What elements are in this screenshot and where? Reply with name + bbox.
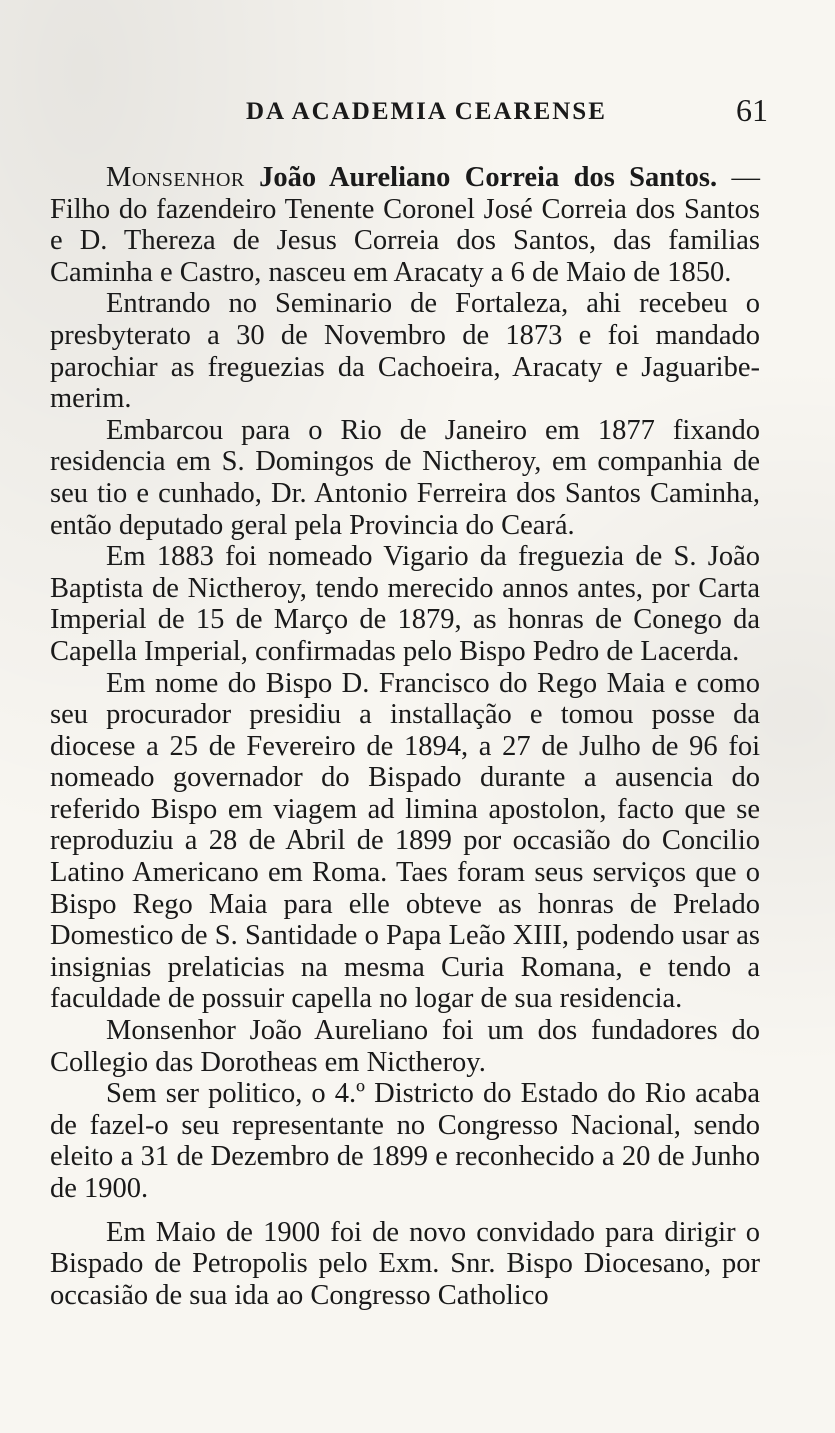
entry-title-honorific: Monsenhor [106, 162, 245, 193]
paragraph-vicar: Em 1883 foi nomeado Vigario da freguezia de S. João Baptista de Nictheroy, tendo merecido annos antes, por Carta Imperial de 15 de Março de 1879, as honras de Conego da Capella Imperial, confirmadas pelo Bispo Pedro de Lacerda. [50, 541, 760, 667]
paragraph-college: Monsenhor João Aureliano foi um dos fundadores do Collegio das Dorotheas em Nictheroy. [50, 1015, 760, 1078]
article-body [50, 162, 760, 1311]
paragraph-petropolis: Em Maio de 1900 foi de novo convidado para dirigir o Bispado de Petropolis pelo Exm. Snr. Bispo Diocesano, por occasião de sua ida ao Congresso Catholico [50, 1216, 760, 1311]
entry-title-name: João Aureliano Correia dos Santos. [244, 162, 718, 193]
paragraph-politics: Sem ser politico, o 4.º Districto do Estado do Rio acaba de fazel-o seu representante no Congresso Nacional, sendo eleito a 31 de Dezembro de 1899 e reconhecido a 20 de Junho de 1900. [50, 1078, 760, 1204]
paragraph-seminary: Entrando no Seminario de Fortaleza, ahi recebeu o presbyterato a 30 de Novembro de 1873 e foi mandado parochiar as freguezias da Cachoeira, Aracaty e Jaguaribe-merim. [50, 288, 760, 415]
paragraph-rio: Embarcou para o Rio de Janeiro em 1877 fixando residencia em S. Domingos de Nictheroy, em companhia de seu tio e cunhado, Dr. Antonio Ferreira dos Santos Caminha, então deputado geral pela Provincia do Ceará. [50, 414, 760, 541]
paragraph-text: —Filho do fazendeiro Tenente Coronel José Correia dos Santos e D. Thereza de Jesus Correia dos Santos, das familias Caminha e Castro, nasceu em Aracaty a 6 de Maio de 1850. [50, 162, 760, 288]
paragraph-intro [50, 162, 760, 288]
running-head: DA ACADEMIA CEARENSE [246, 98, 607, 125]
page-header [48, 92, 768, 136]
paragraph-diocese: Em nome do Bispo D. Francisco do Rego Maia e como seu procurador presidiu a installação e tomou posse da diocese a 25 de Fevereiro de 1894, a 27 de Julho de 96 foi nomeado governador do Bispado durante a ausencia do referido Bispo em viagem ad limina apostolon, facto que se reproduziu a 28 de Abril de 1899 por occasião do Concilio Latino Americano em Roma. Taes foram seus serviços que o Bispo Rego Maia para elle obteve as honras de Prelado Domestico de S. Santidade o Papa Leão XIII, podendo usar as insignias prelaticias na mesma Curia Romana, e tendo a faculdade de possuir capella no logar de sua residencia. [50, 667, 760, 1015]
page-number: 61 [736, 92, 768, 128]
